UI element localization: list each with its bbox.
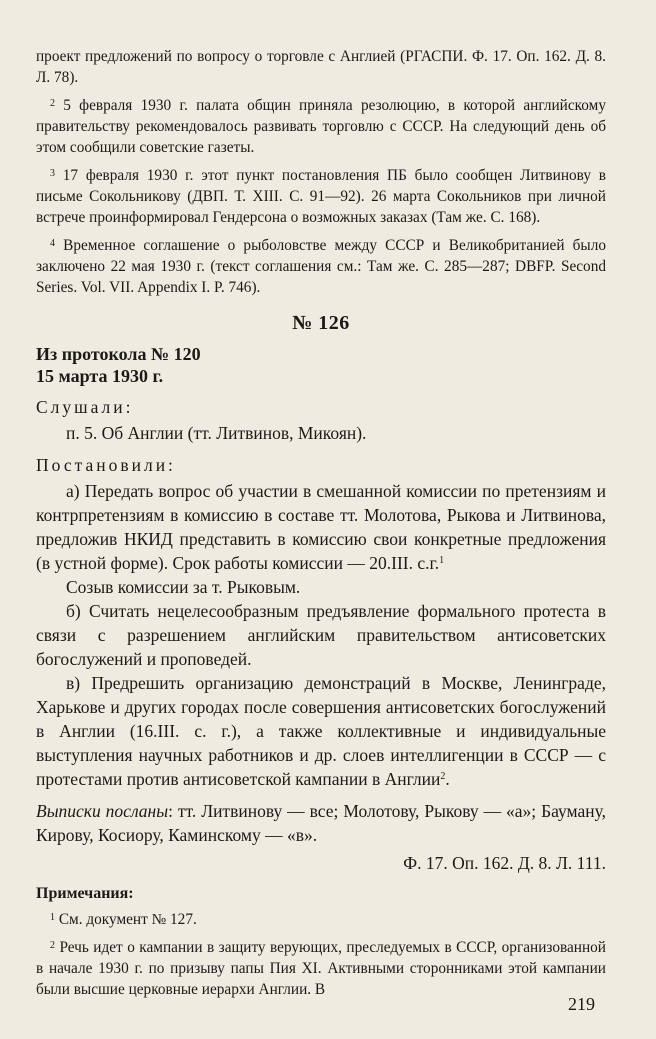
footnote-mark: 3 — [50, 168, 55, 179]
archive-reference: Ф. 17. Оп. 162. Д. 8. Л. 111. — [403, 853, 606, 873]
footnote-4 — [36, 235, 606, 298]
note-text: Речь идет о кампании в защиту верующих, преследуемых в СССР, организованной в начале 1930 г. по призыву папы Пия XI. Активными сторонниками этой кампании были высшие церковные иерархи Англии. В — [36, 939, 606, 998]
item-c-text: в) Предрешить организацию демонстраций в Москве, Ленинграде, Харькове и других городах после совершения антисоветских богослужений в Англии (16.III. с. г.), а также коллективные и индивидуальные выступления научных работников и др. слоев интеллигенции в СССР — с протестами против антисоветской кампании в Англии — [36, 673, 606, 789]
item-a — [36, 479, 606, 575]
document-heading: Из протокола № 120 — [36, 344, 201, 364]
note-mark: 1 — [50, 912, 55, 923]
extracts-line — [36, 799, 606, 847]
page-number: 219 — [568, 994, 595, 1014]
footnote-text: 17 февраля 1930 г. этот пункт постановления ПБ было сообщен Литвинову в письме Сокольникову (ДВП. Т. XIII. С. 91—92). 26 марта Сокольников при личной встрече проинформировал Гендерсона о возможных заказах (Там же. С. 168). — [36, 167, 606, 226]
item-b: б) Считать нецелесообразным предъявление формального протеста в связи с разрешением английским правительством антисоветских богослужений и проповедей. — [36, 601, 606, 669]
item-c — [36, 671, 606, 791]
footnote-mark: 4 — [50, 238, 55, 249]
decided-label: Постановили: — [36, 455, 176, 475]
note-text: См. документ № 127. — [55, 911, 197, 928]
heard-label: Слушали: — [36, 397, 134, 417]
note-2 — [36, 937, 606, 1000]
extracts-text: : тт. Литвинову — все; Молотову, Рыкову — «а»; Бауману, Кирову, Косиору, Каминскому — «в». — [36, 801, 607, 845]
footnote-2 — [36, 95, 606, 158]
footnote-mark: 2 — [50, 98, 55, 109]
convene-text: Созыв комиссии за т. Рыковым. — [66, 577, 301, 597]
footnote-text: 5 февраля 1930 г. палата общин приняла резолюцию, в которой английскому правительству рекомендовалось развивать торговлю с СССР. На следующий день об этом сообщили советские газеты. — [36, 97, 606, 156]
footnote-3 — [36, 165, 606, 228]
extracts-label: Выписки посланы — [36, 801, 169, 821]
item-c-end: . — [445, 769, 450, 789]
footnote-text: Временное соглашение о рыболовстве между СССР и Великобританией было заключено 22 мая 1930 г. (текст соглашения см.: Там же. С. 285—287; DBFP. Second Series. Vol. VII. Appendix I. P. 746). — [36, 237, 606, 296]
document-date: 15 марта 1930 г. — [36, 366, 164, 386]
notes-heading: Примечания: — [36, 885, 134, 902]
note-mark: 2 — [50, 940, 55, 951]
item-c-mark: 2 — [440, 771, 446, 782]
item-a-text: а) Передать вопрос об участии в смешанной комиссии по претензиям и контрпретензиям в комиссию в составе тт. Молотова, Рыкова и Литвинова, предложив НКИД представить в комиссию свои конкретные предложения (в устной форме). Срок работы комиссии — 20.III. с.г. — [36, 481, 606, 573]
document-number: № 126 — [292, 312, 350, 334]
page-content — [36, 46, 606, 1007]
item-a-mark: 1 — [439, 555, 445, 566]
footnote-continuation: проект предложений по вопросу о торговле с Англией (РГАСПИ. Ф. 17. Оп. 162. Д. 8. Л. 78). — [36, 48, 606, 86]
note-1 — [36, 909, 606, 930]
heard-text: п. 5. Об Англии (тт. Литвинов, Микоян). — [66, 423, 367, 443]
